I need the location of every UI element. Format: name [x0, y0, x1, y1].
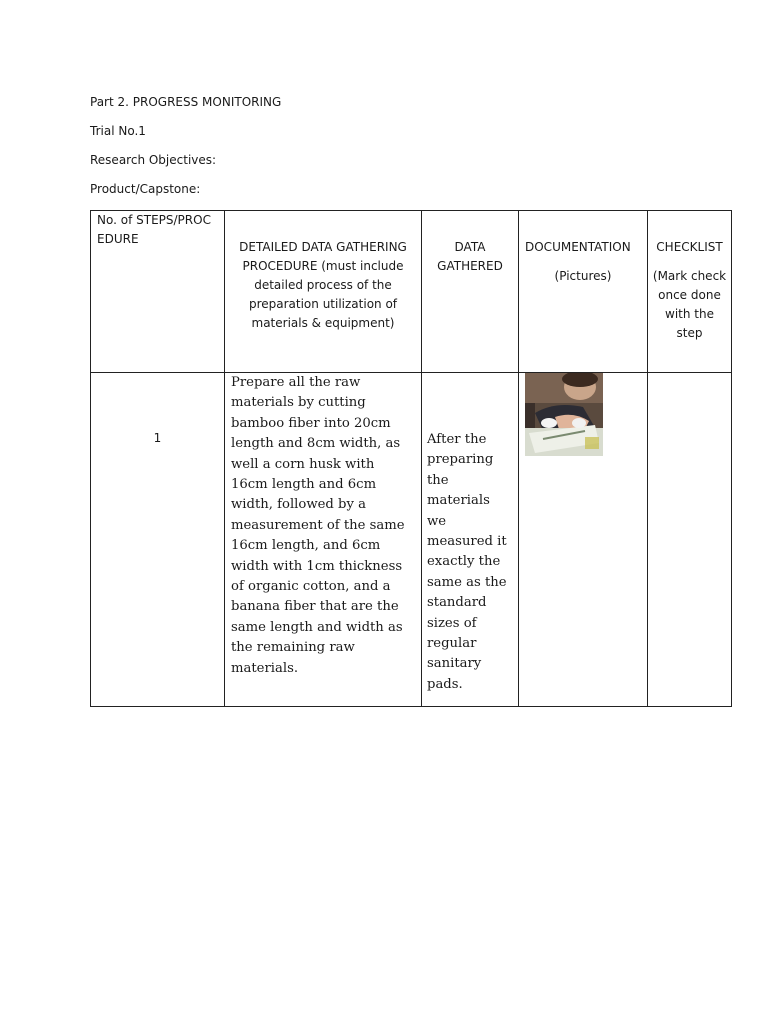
trial-label: Trial No.1 — [90, 124, 146, 138]
checklist-cell — [648, 373, 732, 707]
research-objectives-label: Research Objectives: — [90, 153, 217, 167]
column-header-documentation — [519, 211, 648, 373]
checklist-subtitle: (Mark check once done with the step — [652, 269, 727, 340]
table-header-row — [91, 211, 732, 373]
table-row — [91, 373, 732, 707]
product-capstone-label: Product/Capstone: — [90, 182, 201, 196]
documentation-photo — [525, 373, 603, 456]
documentation-title: DOCUMENTATION — [525, 240, 631, 254]
column-header-steps: No. of STEPS/PROCEDURE — [91, 211, 225, 373]
checklist-title: CHECKLIST — [656, 240, 723, 254]
column-header-checklist — [648, 211, 732, 373]
data-gathered-cell: After the preparing the materials we measured it exactly the same as the standard sizes of regular sanitary pads. — [422, 373, 519, 707]
part-heading: Part 2. PROGRESS MONITORING — [90, 95, 282, 109]
progress-monitoring-table — [90, 210, 732, 707]
documentation-subtitle: (Pictures) — [554, 269, 612, 283]
column-header-procedure: DETAILED DATA GATHERING PROCEDURE (must include detailed process of the preparation utilization of materials & equipment) — [225, 211, 422, 373]
documentation-cell — [519, 373, 648, 707]
step-number-cell: 1 — [91, 373, 225, 707]
procedure-cell: Prepare all the raw materials by cutting bamboo fiber into 20cm length and 8cm width, as well a corn husk with 16cm length and 6cm width, followed by a measurement of the same 16cm length, and 6cm width with 1cm thickness of organic cotton, and a banana fiber that are the same length and width as the remaining raw materials. — [225, 373, 422, 707]
column-header-data-gathered: DATA GATHERED — [422, 211, 519, 373]
